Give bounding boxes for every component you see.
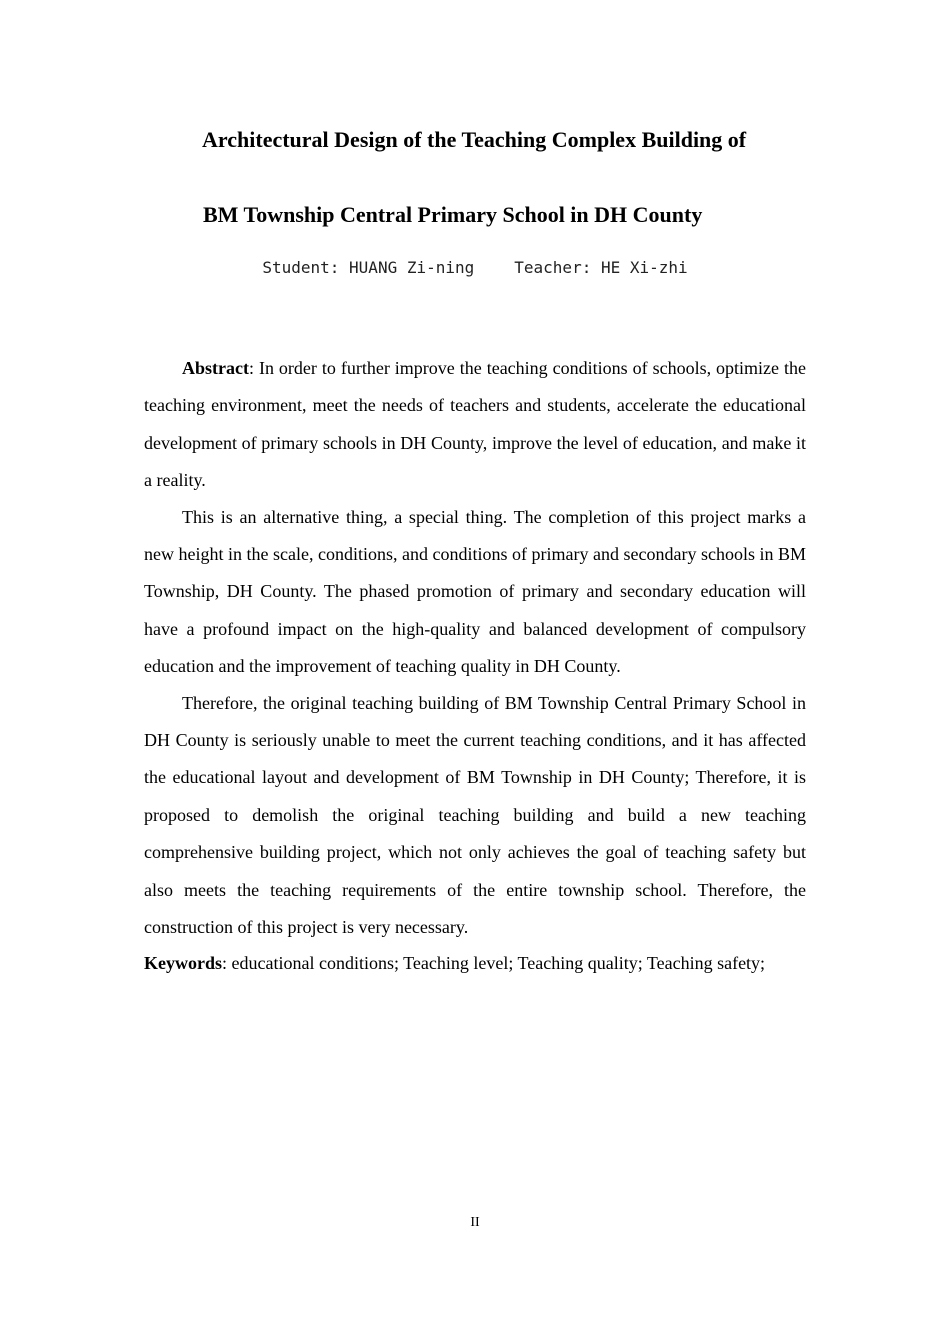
abstract-paragraph-2: This is an alternative thing, a special thing. The completion of this project marks a new height in the scale, conditions, and conditions of primary and secondary schools in BM Township, DH County. The phased promotion of primary and secondary education will have a profound impact on the high-quality and balanced development of compulsory education and the improvement of teaching quality in DH County. <box>144 506 806 677</box>
keywords-text: : educational conditions; Teaching level; Teaching quality; Teaching safety; <box>222 952 766 973</box>
page-number: II <box>470 1215 480 1230</box>
student-name: Student: HUANG Zi-ning <box>262 258 475 277</box>
abstract-label: Abstract <box>182 358 249 378</box>
abstract-paragraph-1 <box>144 350 806 500</box>
page-title-line-1: Architectural Design of the Teaching Complex Building of <box>202 127 747 152</box>
teacher-name: Teacher: HE Xi-zhi <box>514 258 688 277</box>
keywords-line <box>144 945 806 982</box>
abstract-section <box>144 350 806 982</box>
page-title-line-2: BM Township Central Primary School in DH County <box>203 202 703 227</box>
abstract-paragraph-3: Therefore, the original teaching building of BM Township Central Primary School in DH County is seriously unable to meet the current teaching conditions, and it has affected the educational layout and development of BM Township in DH County; Therefore, it is proposed to demolish the original teaching building and build a new teaching comprehensive building project, which not only achieves the goal of teaching safety but also meets the teaching requirements of the entire township school. Therefore, the construction of this project is very necessary. <box>144 692 806 938</box>
keywords-label: Keywords <box>144 952 222 973</box>
byline <box>0 257 950 279</box>
abstract-text-1: : In order to further improve the teaching conditions of schools, optimize the teaching environment, meet the needs of teachers and students, accelerate the educational development of primary schools in DH County, improve the level of education, and make it a reality. <box>144 358 806 491</box>
